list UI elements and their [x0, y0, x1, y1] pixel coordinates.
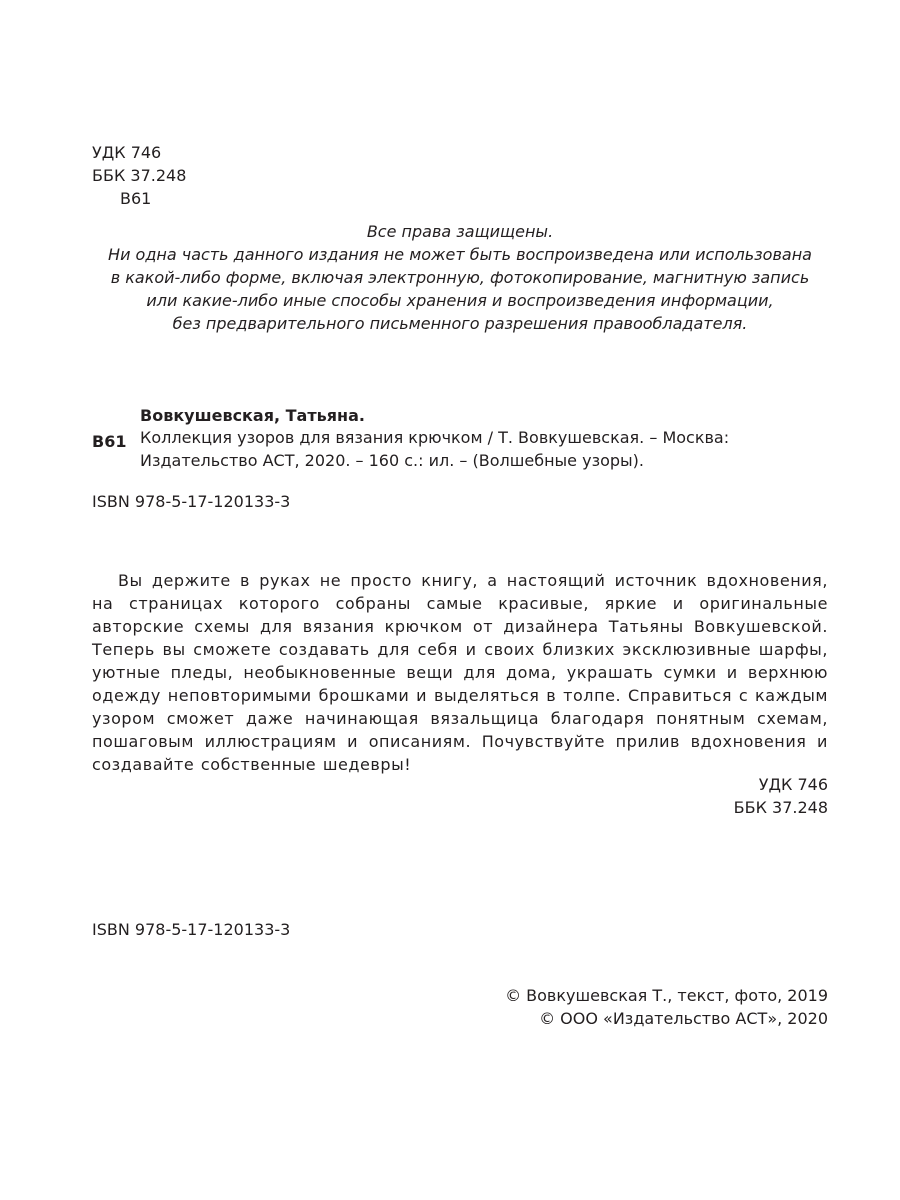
bbk-code: ББК 37.248 — [733, 798, 828, 817]
udk-code: УДК 746 — [92, 143, 162, 162]
classification-block-bottom — [734, 773, 828, 819]
bibliographic-author-sign: В61 — [92, 432, 127, 451]
rights-line: Все права защищены. — [366, 222, 554, 241]
udk-code: УДК 746 — [758, 775, 828, 794]
rights-notice — [60, 220, 860, 335]
rights-line: в какой-либо форме, включая электронную, фотокопирование, магнитную запись — [110, 268, 810, 287]
bibliographic-author: Вовкушевская, Татьяна. — [140, 406, 365, 425]
annotation-paragraph: Вы держите в руках не просто книгу, а настоящий источник вдохновения, на страницах которого собраны самые красивые, яркие и оригинальные авторские схемы для вязания крючком от дизайнера Татьяны Вовкушевской. Теперь вы сможете создавать для себя и своих близких эксклюзивные шарфы, уютные пледы, необыкновенные вещи для дома, украшать сумки и верхнюю одежду неповторимыми брошками и выделяться в толпе. Справиться с каждым узором сможет даже начинающая вязальщица благодаря понятным схемам, пошаговым иллюстрациям и описаниям. Почувствуйте прилив вдохновения и создавайте собственные шедевры! — [92, 571, 828, 774]
bibliographic-description — [140, 426, 729, 472]
author-sign: В61 — [120, 189, 152, 208]
copyright-author: © Вовкушевская Т., текст, фото, 2019 — [505, 986, 828, 1005]
rights-line: или какие-либо иные способы хранения и воспроизведения информации, — [146, 291, 774, 310]
rights-line: без предварительного письменного разрешения правообладателя. — [172, 314, 748, 333]
bibliographic-line: Издательство АСТ, 2020. – 160 с.: ил. – (Волшебные узоры). — [140, 451, 644, 470]
bbk-code: ББК 37.248 — [92, 166, 187, 185]
copyright-block — [505, 984, 828, 1030]
classification-block-top — [92, 141, 186, 210]
bibliographic-line: Коллекция узоров для вязания крючком / Т. Вовкушевская. – Москва: — [140, 428, 730, 447]
copyright-publisher: © ООО «Издательство АСТ», 2020 — [539, 1009, 828, 1028]
isbn-bottom: ISBN 978-5-17-120133-3 — [92, 920, 291, 939]
isbn-top: ISBN 978-5-17-120133-3 — [92, 492, 291, 511]
rights-line: Ни одна часть данного издания не может быть воспроизведена или использована — [108, 245, 812, 264]
